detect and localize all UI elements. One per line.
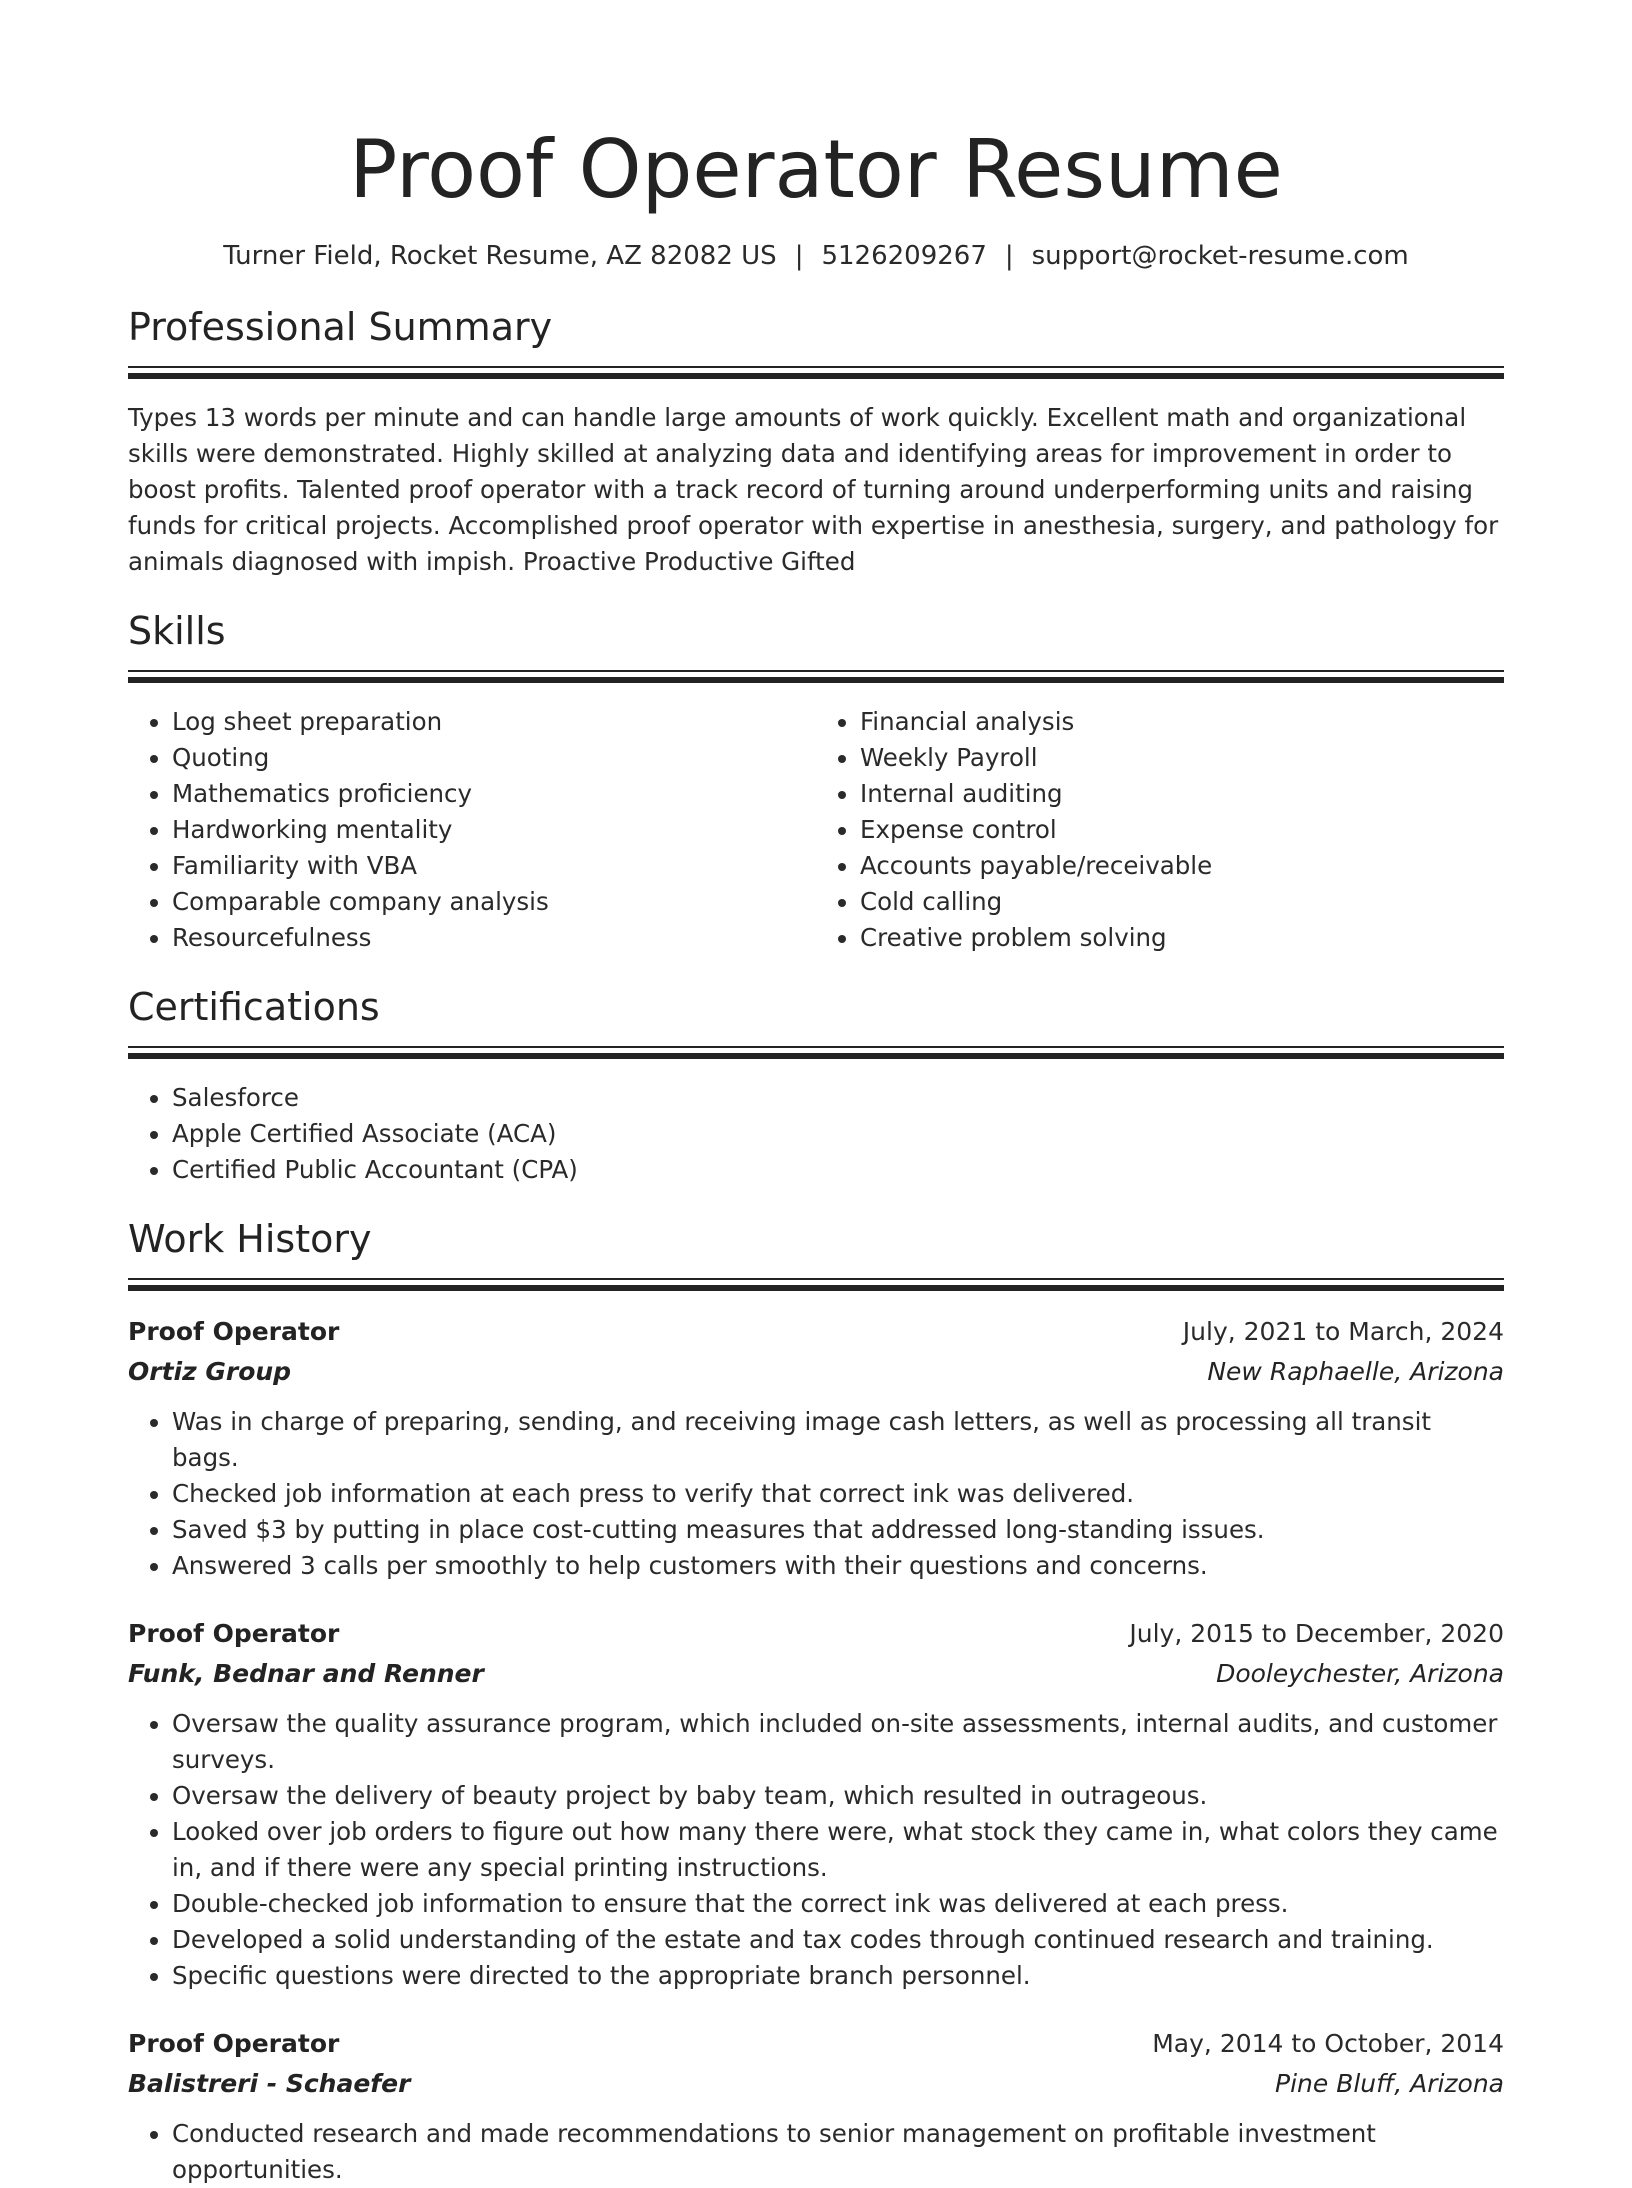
skill-item: • Expense control <box>860 812 1504 848</box>
job-entry <box>128 1312 1504 1584</box>
skill-item: • Hardworking mentality <box>172 812 816 848</box>
job-title: Proof Operator <box>128 1619 340 1648</box>
job-title: Proof Operator <box>128 1317 340 1346</box>
job-company: Ortiz Group <box>128 1357 292 1386</box>
job-bullet: • Oversaw the delivery of beauty project by baby team, which resulted in outrageous. <box>172 1778 1504 1814</box>
contact-line <box>128 238 1504 274</box>
skill-item: • Internal auditing <box>860 776 1504 812</box>
section-divider <box>128 670 1504 686</box>
resume-title: Proof Operator Resume <box>349 123 1283 216</box>
job-dates: July, 2021 to March, 2024 <box>1182 1317 1504 1346</box>
summary-section <box>128 302 1504 580</box>
job-bullets <box>128 1404 1504 1584</box>
job-bullet: • Checked job information at each press to verify that correct ink was delivered. <box>172 1476 1504 1512</box>
contact-address: Turner Field, Rocket Resume, AZ 82082 US <box>223 241 777 271</box>
skill-item: • Familiarity with VBA <box>172 848 816 884</box>
job-company: Funk, Bednar and Renner <box>128 1659 484 1688</box>
certifications-section <box>128 982 1504 1188</box>
skill-item: • Weekly Payroll <box>860 740 1504 776</box>
section-divider <box>128 366 1504 382</box>
skill-item: • Mathematics proficiency <box>172 776 816 812</box>
job-entry <box>128 2024 1504 2188</box>
job-dates: July, 2015 to December, 2020 <box>1129 1619 1504 1648</box>
job-location: Dooleychester, Arizona <box>1216 1659 1504 1688</box>
skills-list-right <box>816 704 1504 956</box>
certification-item: • Salesforce <box>172 1080 1504 1116</box>
summary-heading: Professional Summary <box>128 305 553 349</box>
job-bullet: • Answered 3 calls per smoothly to help customers with their questions and concerns. <box>172 1548 1504 1584</box>
certification-item: • Apple Certified Associate (ACA) <box>172 1116 1504 1152</box>
job-bullet: • Oversaw the quality assurance program, which included on-site assessments, internal audits, and customer surveys. <box>172 1706 1504 1778</box>
skill-item: • Quoting <box>172 740 816 776</box>
summary-text: Types 13 words per minute and can handle large amounts of work quickly. Excellent math and organizational skills were demonstrated. Highly skilled at analyzing data and identifying areas for improvement in order to boost profits. Talented proof operator with a track record of turning around underperforming units and raising funds for critical projects. Accomplished proof operator with expertise in anesthesia, surgery, and pathology for animals diagnosed with impish. Proactive Productive Gifted <box>128 403 1499 576</box>
section-divider <box>128 1278 1504 1294</box>
skill-item: • Resourcefulness <box>172 920 816 956</box>
certifications-list <box>128 1080 1504 1188</box>
job-bullet: • Was in charge of preparing, sending, and receiving image cash letters, as well as processing all transit bags. <box>172 1404 1504 1476</box>
skill-item: • Accounts payable/receivable <box>860 848 1504 884</box>
job-entry <box>128 1614 1504 1994</box>
resume-page <box>128 0 1504 2188</box>
skill-item: • Log sheet preparation <box>172 704 816 740</box>
job-bullets <box>128 1706 1504 1994</box>
skills-section <box>128 606 1504 956</box>
contact-separator: | <box>794 241 804 271</box>
job-location: Pine Bluff, Arizona <box>1275 2069 1504 2098</box>
job-bullet: • Double-checked job information to ensure that the correct ink was delivered at each press. <box>172 1886 1504 1922</box>
job-header <box>128 2024 1504 2064</box>
job-subheader <box>128 2064 1504 2104</box>
job-bullet: • Specific questions were directed to the appropriate branch personnel. <box>172 1958 1504 1994</box>
skill-item: • Creative problem solving <box>860 920 1504 956</box>
job-location: New Raphaelle, Arizona <box>1207 1357 1504 1386</box>
contact-email: support@rocket-resume.com <box>1031 241 1409 271</box>
job-header <box>128 1312 1504 1352</box>
job-bullet: • Conducted research and made recommendations to senior management on profitable investment opportunities. <box>172 2116 1504 2188</box>
job-company: Balistreri - Schaefer <box>128 2069 411 2098</box>
job-subheader <box>128 1352 1504 1392</box>
skill-item: • Financial analysis <box>860 704 1504 740</box>
certification-item: • Certified Public Accountant (CPA) <box>172 1152 1504 1188</box>
job-bullets <box>128 2116 1504 2188</box>
work-history-section <box>128 1214 1504 2188</box>
job-title: Proof Operator <box>128 2029 340 2058</box>
skills-heading: Skills <box>128 609 226 653</box>
job-bullet: • Looked over job orders to figure out how many there were, what stock they came in, what colors they came in, and if there were any special printing instructions. <box>172 1814 1504 1886</box>
certifications-heading: Certifications <box>128 985 380 1029</box>
job-subheader <box>128 1654 1504 1694</box>
job-dates: May, 2014 to October, 2014 <box>1152 2029 1504 2058</box>
job-bullet: • Developed a solid understanding of the estate and tax codes through continued research and training. <box>172 1922 1504 1958</box>
contact-separator: | <box>1004 241 1014 271</box>
contact-phone: 5126209267 <box>821 241 987 271</box>
section-divider <box>128 1046 1504 1062</box>
work-history-heading: Work History <box>128 1217 372 1261</box>
job-bullet: • Saved $3 by putting in place cost-cutting measures that addressed long-standing issues. <box>172 1512 1504 1548</box>
skills-grid <box>128 704 1504 956</box>
skills-list-left <box>128 704 816 956</box>
job-header <box>128 1614 1504 1654</box>
skill-item: • Cold calling <box>860 884 1504 920</box>
skill-item: • Comparable company analysis <box>172 884 816 920</box>
